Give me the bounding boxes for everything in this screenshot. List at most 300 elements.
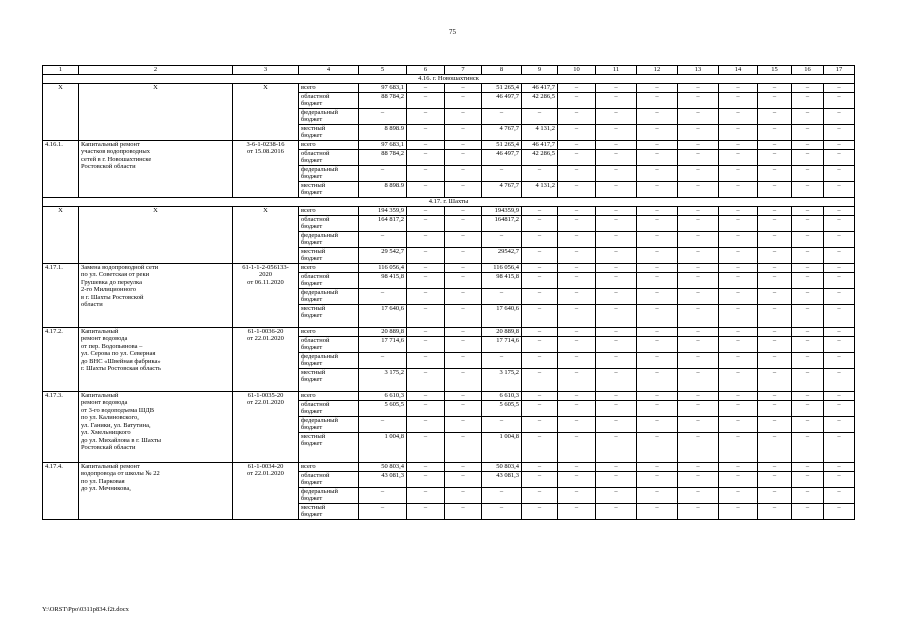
empty-value-dash: – [407,206,445,215]
object-name-cell: X [79,83,233,140]
empty-value-dash: – [758,92,792,108]
budget-type-cell: областной бюджет [299,336,359,352]
empty-value-dash: – [596,352,637,368]
object-name-cell: Капитальный ремонт водопровода от школы № 22 по ул. Парковая до ул. Мечникова, [79,462,233,519]
empty-value-dash: – [678,368,719,391]
empty-value-dash: – [445,247,482,263]
budget-table [42,65,855,520]
section-header-row [43,197,855,206]
amount-cell: 4 131,2 [522,181,558,197]
empty-value-dash: – [792,272,824,288]
empty-value-dash: – [596,487,637,503]
empty-value-dash: – [637,149,678,165]
empty-value-dash: – [445,336,482,352]
empty-value-dash: – [824,471,855,487]
empty-value-dash: – [719,215,758,231]
amount-cell: 116 056,4 [359,263,407,272]
empty-value-dash: – [637,83,678,92]
empty-value-dash: – [407,231,445,247]
empty-value-dash: – [678,263,719,272]
empty-value-dash: – [758,165,792,181]
empty-value-dash: – [445,140,482,149]
empty-value-dash: – [596,327,637,336]
amount-cell: 97 683,1 [359,140,407,149]
row-number-cell: 4.17.1. [43,263,79,327]
empty-value-dash: – [359,165,407,181]
empty-value-dash: – [445,263,482,272]
empty-value-dash: – [407,124,445,140]
empty-value-dash: – [407,432,445,462]
empty-value-dash: – [792,149,824,165]
empty-value-dash: – [719,165,758,181]
empty-value-dash: – [758,215,792,231]
empty-value-dash: – [824,92,855,108]
empty-value-dash: – [596,272,637,288]
empty-value-dash: – [596,432,637,462]
document-cell: X [233,83,299,140]
amount-cell: 8 898.9 [359,124,407,140]
empty-value-dash: – [596,124,637,140]
empty-value-dash: – [758,368,792,391]
amount-cell: 6 610,3 [359,391,407,400]
budget-type-cell: местный бюджет [299,503,359,519]
budget-type-cell: федеральный бюджет [299,487,359,503]
empty-value-dash: – [596,263,637,272]
column-number-cell: 4 [299,66,359,75]
amount-cell: 46 417,7 [522,83,558,92]
empty-value-dash: – [719,327,758,336]
row-number-cell: X [43,206,79,263]
empty-value-dash: – [522,391,558,400]
empty-value-dash: – [758,108,792,124]
empty-value-dash: – [596,165,637,181]
budget-type-cell: всего [299,83,359,92]
amount-cell: 17 640,6 [482,304,522,327]
object-name-cell: Капитальный ремонт водовода от 3-го водоподъема ШДВ по ул. Калиновского, ул. Ганики, ул. Ватутина, ул. Хмельницкого до ул. Михайлова в г. Шахты Ростовскай области [79,391,233,462]
budget-type-cell: областной бюджет [299,92,359,108]
item-row [43,391,855,400]
empty-value-dash: – [522,215,558,231]
budget-type-cell: федеральный бюджет [299,416,359,432]
empty-value-dash: – [407,400,445,416]
empty-value-dash: – [678,471,719,487]
empty-value-dash: – [407,304,445,327]
empty-value-dash: – [522,108,558,124]
column-number-cell: 16 [792,66,824,75]
amount-cell: 43 081,3 [359,471,407,487]
document-cell: 61-1-0036-20 от 22.01.2020 [233,327,299,391]
budget-type-cell: местный бюджет [299,432,359,462]
column-number-cell: 14 [719,66,758,75]
empty-value-dash: – [445,165,482,181]
empty-value-dash: – [758,83,792,92]
empty-value-dash: – [758,140,792,149]
empty-value-dash: – [719,263,758,272]
budget-type-cell: местный бюджет [299,247,359,263]
empty-value-dash: – [558,416,596,432]
empty-value-dash: – [637,487,678,503]
empty-value-dash: – [596,108,637,124]
empty-value-dash: – [522,247,558,263]
amount-cell: 46 497,7 [482,149,522,165]
column-number-row [43,66,855,75]
empty-value-dash: – [637,336,678,352]
empty-value-dash: – [482,231,522,247]
empty-value-dash: – [407,247,445,263]
empty-value-dash: – [522,352,558,368]
amount-cell: 43 081,3 [482,471,522,487]
empty-value-dash: – [792,391,824,400]
empty-value-dash: – [758,391,792,400]
column-number-cell: 8 [482,66,522,75]
empty-value-dash: – [359,352,407,368]
empty-value-dash: – [678,336,719,352]
empty-value-dash: – [407,487,445,503]
empty-value-dash: – [407,263,445,272]
empty-value-dash: – [719,336,758,352]
empty-value-dash: – [792,231,824,247]
empty-value-dash: – [596,215,637,231]
empty-value-dash: – [596,231,637,247]
empty-value-dash: – [792,336,824,352]
amount-cell: 29542,7 [482,247,522,263]
empty-value-dash: – [637,124,678,140]
empty-value-dash: – [637,263,678,272]
empty-value-dash: – [445,206,482,215]
empty-value-dash: – [758,304,792,327]
empty-value-dash: – [719,368,758,391]
empty-value-dash: – [445,462,482,471]
budget-type-cell: областной бюджет [299,215,359,231]
empty-value-dash: – [678,288,719,304]
empty-value-dash: – [359,231,407,247]
empty-value-dash: – [558,503,596,519]
empty-value-dash: – [824,352,855,368]
empty-value-dash: – [719,231,758,247]
empty-value-dash: – [758,206,792,215]
empty-value-dash: – [678,140,719,149]
empty-value-dash: – [719,206,758,215]
empty-value-dash: – [558,400,596,416]
empty-value-dash: – [824,124,855,140]
empty-value-dash: – [558,471,596,487]
section-title: 4.16. г. Новошахтинск [43,74,855,83]
empty-value-dash: – [678,215,719,231]
section-total-row [43,206,855,215]
empty-value-dash: – [482,503,522,519]
amount-cell: 8 898.9 [359,181,407,197]
budget-type-cell: федеральный бюджет [299,231,359,247]
empty-value-dash: – [678,206,719,215]
amount-cell: 6 610,3 [482,391,522,400]
empty-value-dash: – [758,432,792,462]
empty-value-dash: – [558,487,596,503]
empty-value-dash: – [482,288,522,304]
empty-value-dash: – [719,400,758,416]
empty-value-dash: – [359,503,407,519]
empty-value-dash: – [719,247,758,263]
empty-value-dash: – [522,416,558,432]
empty-value-dash: – [482,165,522,181]
empty-value-dash: – [558,206,596,215]
empty-value-dash: – [824,368,855,391]
empty-value-dash: – [719,471,758,487]
empty-value-dash: – [558,336,596,352]
empty-value-dash: – [824,263,855,272]
empty-value-dash: – [824,108,855,124]
empty-value-dash: – [522,487,558,503]
empty-value-dash: – [792,124,824,140]
empty-value-dash: – [824,149,855,165]
empty-value-dash: – [719,352,758,368]
empty-value-dash: – [445,487,482,503]
empty-value-dash: – [637,181,678,197]
column-number-cell: 15 [758,66,792,75]
amount-cell: 29 542,7 [359,247,407,263]
empty-value-dash: – [558,247,596,263]
empty-value-dash: – [824,83,855,92]
amount-cell: 46 417,7 [522,140,558,149]
empty-value-dash: – [758,231,792,247]
column-number-cell: 3 [233,66,299,75]
empty-value-dash: – [792,462,824,471]
empty-value-dash: – [758,471,792,487]
empty-value-dash: – [445,92,482,108]
budget-type-cell: областной бюджет [299,272,359,288]
amount-cell: 17 640,6 [359,304,407,327]
empty-value-dash: – [445,215,482,231]
empty-value-dash: – [445,181,482,197]
empty-value-dash: – [719,304,758,327]
empty-value-dash: – [637,215,678,231]
budget-type-cell: всего [299,327,359,336]
empty-value-dash: – [558,149,596,165]
empty-value-dash: – [719,181,758,197]
row-number-cell: 4.17.3. [43,391,79,462]
empty-value-dash: – [558,181,596,197]
item-row [43,263,855,272]
amount-cell: 3 175,2 [482,368,522,391]
empty-value-dash: – [678,247,719,263]
empty-value-dash: – [637,288,678,304]
empty-value-dash: – [678,181,719,197]
empty-value-dash: – [758,503,792,519]
empty-value-dash: – [758,327,792,336]
empty-value-dash: – [637,352,678,368]
empty-value-dash: – [824,327,855,336]
empty-value-dash: – [445,304,482,327]
empty-value-dash: – [407,165,445,181]
empty-value-dash: – [824,304,855,327]
empty-value-dash: – [596,247,637,263]
empty-value-dash: – [445,149,482,165]
empty-value-dash: – [824,288,855,304]
empty-value-dash: – [792,165,824,181]
section-total-row [43,83,855,92]
empty-value-dash: – [719,462,758,471]
empty-value-dash: – [678,391,719,400]
empty-value-dash: – [522,304,558,327]
empty-value-dash: – [558,215,596,231]
empty-value-dash: – [792,140,824,149]
section-title: 4.17. г. Шахты [43,197,855,206]
column-number-cell: 11 [596,66,637,75]
budget-type-cell: федеральный бюджет [299,352,359,368]
empty-value-dash: – [558,368,596,391]
document-cell: 3-6-1-0238-16 от 15.08.2016 [233,140,299,197]
empty-value-dash: – [407,368,445,391]
empty-value-dash: – [407,215,445,231]
empty-value-dash: – [678,487,719,503]
row-number-cell: 4.16.1. [43,140,79,197]
empty-value-dash: – [824,272,855,288]
empty-value-dash: – [558,263,596,272]
empty-value-dash: – [558,352,596,368]
empty-value-dash: – [407,288,445,304]
amount-cell: 4 767,7 [482,181,522,197]
empty-value-dash: – [758,124,792,140]
empty-value-dash: – [407,336,445,352]
amount-cell: 98 415,8 [482,272,522,288]
amount-cell: 88 784,2 [359,92,407,108]
empty-value-dash: – [637,108,678,124]
object-name-cell: Замена водопроводной сети по ул. Советская от реки Грушевка до переулка 2-го Милиционного в г. Шахты Ростовской области [79,263,233,327]
empty-value-dash: – [719,140,758,149]
amount-cell: 116 056,4 [482,263,522,272]
column-number-cell: 5 [359,66,407,75]
empty-value-dash: – [678,149,719,165]
empty-value-dash: – [824,503,855,519]
empty-value-dash: – [792,503,824,519]
empty-value-dash: – [522,327,558,336]
empty-value-dash: – [445,272,482,288]
empty-value-dash: – [758,352,792,368]
row-number-cell: 4.17.4. [43,462,79,519]
empty-value-dash: – [522,231,558,247]
empty-value-dash: – [359,288,407,304]
empty-value-dash: – [558,165,596,181]
empty-value-dash: – [407,503,445,519]
column-number-cell: 7 [445,66,482,75]
empty-value-dash: – [719,83,758,92]
empty-value-dash: – [637,391,678,400]
empty-value-dash: – [758,247,792,263]
empty-value-dash: – [482,108,522,124]
empty-value-dash: – [678,352,719,368]
empty-value-dash: – [637,247,678,263]
empty-value-dash: – [445,288,482,304]
empty-value-dash: – [558,231,596,247]
empty-value-dash: – [792,181,824,197]
empty-value-dash: – [792,288,824,304]
column-number-cell: 1 [43,66,79,75]
empty-value-dash: – [758,181,792,197]
empty-value-dash: – [596,92,637,108]
amount-cell: 4 767,7 [482,124,522,140]
column-number-cell: 2 [79,66,233,75]
empty-value-dash: – [824,247,855,263]
empty-value-dash: – [558,83,596,92]
empty-value-dash: – [824,165,855,181]
empty-value-dash: – [445,432,482,462]
empty-value-dash: – [824,462,855,471]
empty-value-dash: – [824,400,855,416]
empty-value-dash: – [792,215,824,231]
empty-value-dash: – [719,432,758,462]
page-number: 75 [449,28,456,36]
empty-value-dash: – [792,487,824,503]
empty-value-dash: – [719,92,758,108]
empty-value-dash: – [637,272,678,288]
empty-value-dash: – [792,352,824,368]
empty-value-dash: – [758,149,792,165]
empty-value-dash: – [445,231,482,247]
empty-value-dash: – [482,487,522,503]
empty-value-dash: – [596,336,637,352]
empty-value-dash: – [407,327,445,336]
empty-value-dash: – [482,352,522,368]
empty-value-dash: – [522,206,558,215]
empty-value-dash: – [407,352,445,368]
empty-value-dash: – [758,400,792,416]
budget-table-wrapper [42,65,855,520]
object-name-cell: X [79,206,233,263]
empty-value-dash: – [596,288,637,304]
empty-value-dash: – [558,391,596,400]
empty-value-dash: – [758,263,792,272]
empty-value-dash: – [596,83,637,92]
empty-value-dash: – [792,304,824,327]
empty-value-dash: – [792,263,824,272]
empty-value-dash: – [824,336,855,352]
object-name-cell: Капитальный ремонт участков водопроводных сетей в г. Новошахтинске Ростовской области [79,140,233,197]
amount-cell: 1 004,8 [359,432,407,462]
amount-cell: 50 803,4 [482,462,522,471]
empty-value-dash: – [596,181,637,197]
budget-type-cell: местный бюджет [299,124,359,140]
empty-value-dash: – [678,83,719,92]
empty-value-dash: – [522,336,558,352]
budget-type-cell: областной бюджет [299,149,359,165]
empty-value-dash: – [596,400,637,416]
empty-value-dash: – [596,471,637,487]
budget-type-cell: всего [299,391,359,400]
empty-value-dash: – [637,92,678,108]
empty-value-dash: – [522,432,558,462]
budget-type-cell: всего [299,462,359,471]
document-cell: 61-1-0034-20 от 22.01.2020 [233,462,299,519]
empty-value-dash: – [596,206,637,215]
empty-value-dash: – [522,462,558,471]
empty-value-dash: – [522,368,558,391]
empty-value-dash: – [558,462,596,471]
empty-value-dash: – [792,206,824,215]
empty-value-dash: – [637,416,678,432]
empty-value-dash: – [558,288,596,304]
empty-value-dash: – [445,391,482,400]
empty-value-dash: – [407,471,445,487]
empty-value-dash: – [522,471,558,487]
empty-value-dash: – [824,215,855,231]
empty-value-dash: – [482,416,522,432]
amount-cell: 164 817,2 [359,215,407,231]
empty-value-dash: – [596,416,637,432]
empty-value-dash: – [637,327,678,336]
budget-type-cell: областной бюджет [299,471,359,487]
empty-value-dash: – [678,272,719,288]
budget-type-cell: местный бюджет [299,181,359,197]
empty-value-dash: – [792,432,824,462]
